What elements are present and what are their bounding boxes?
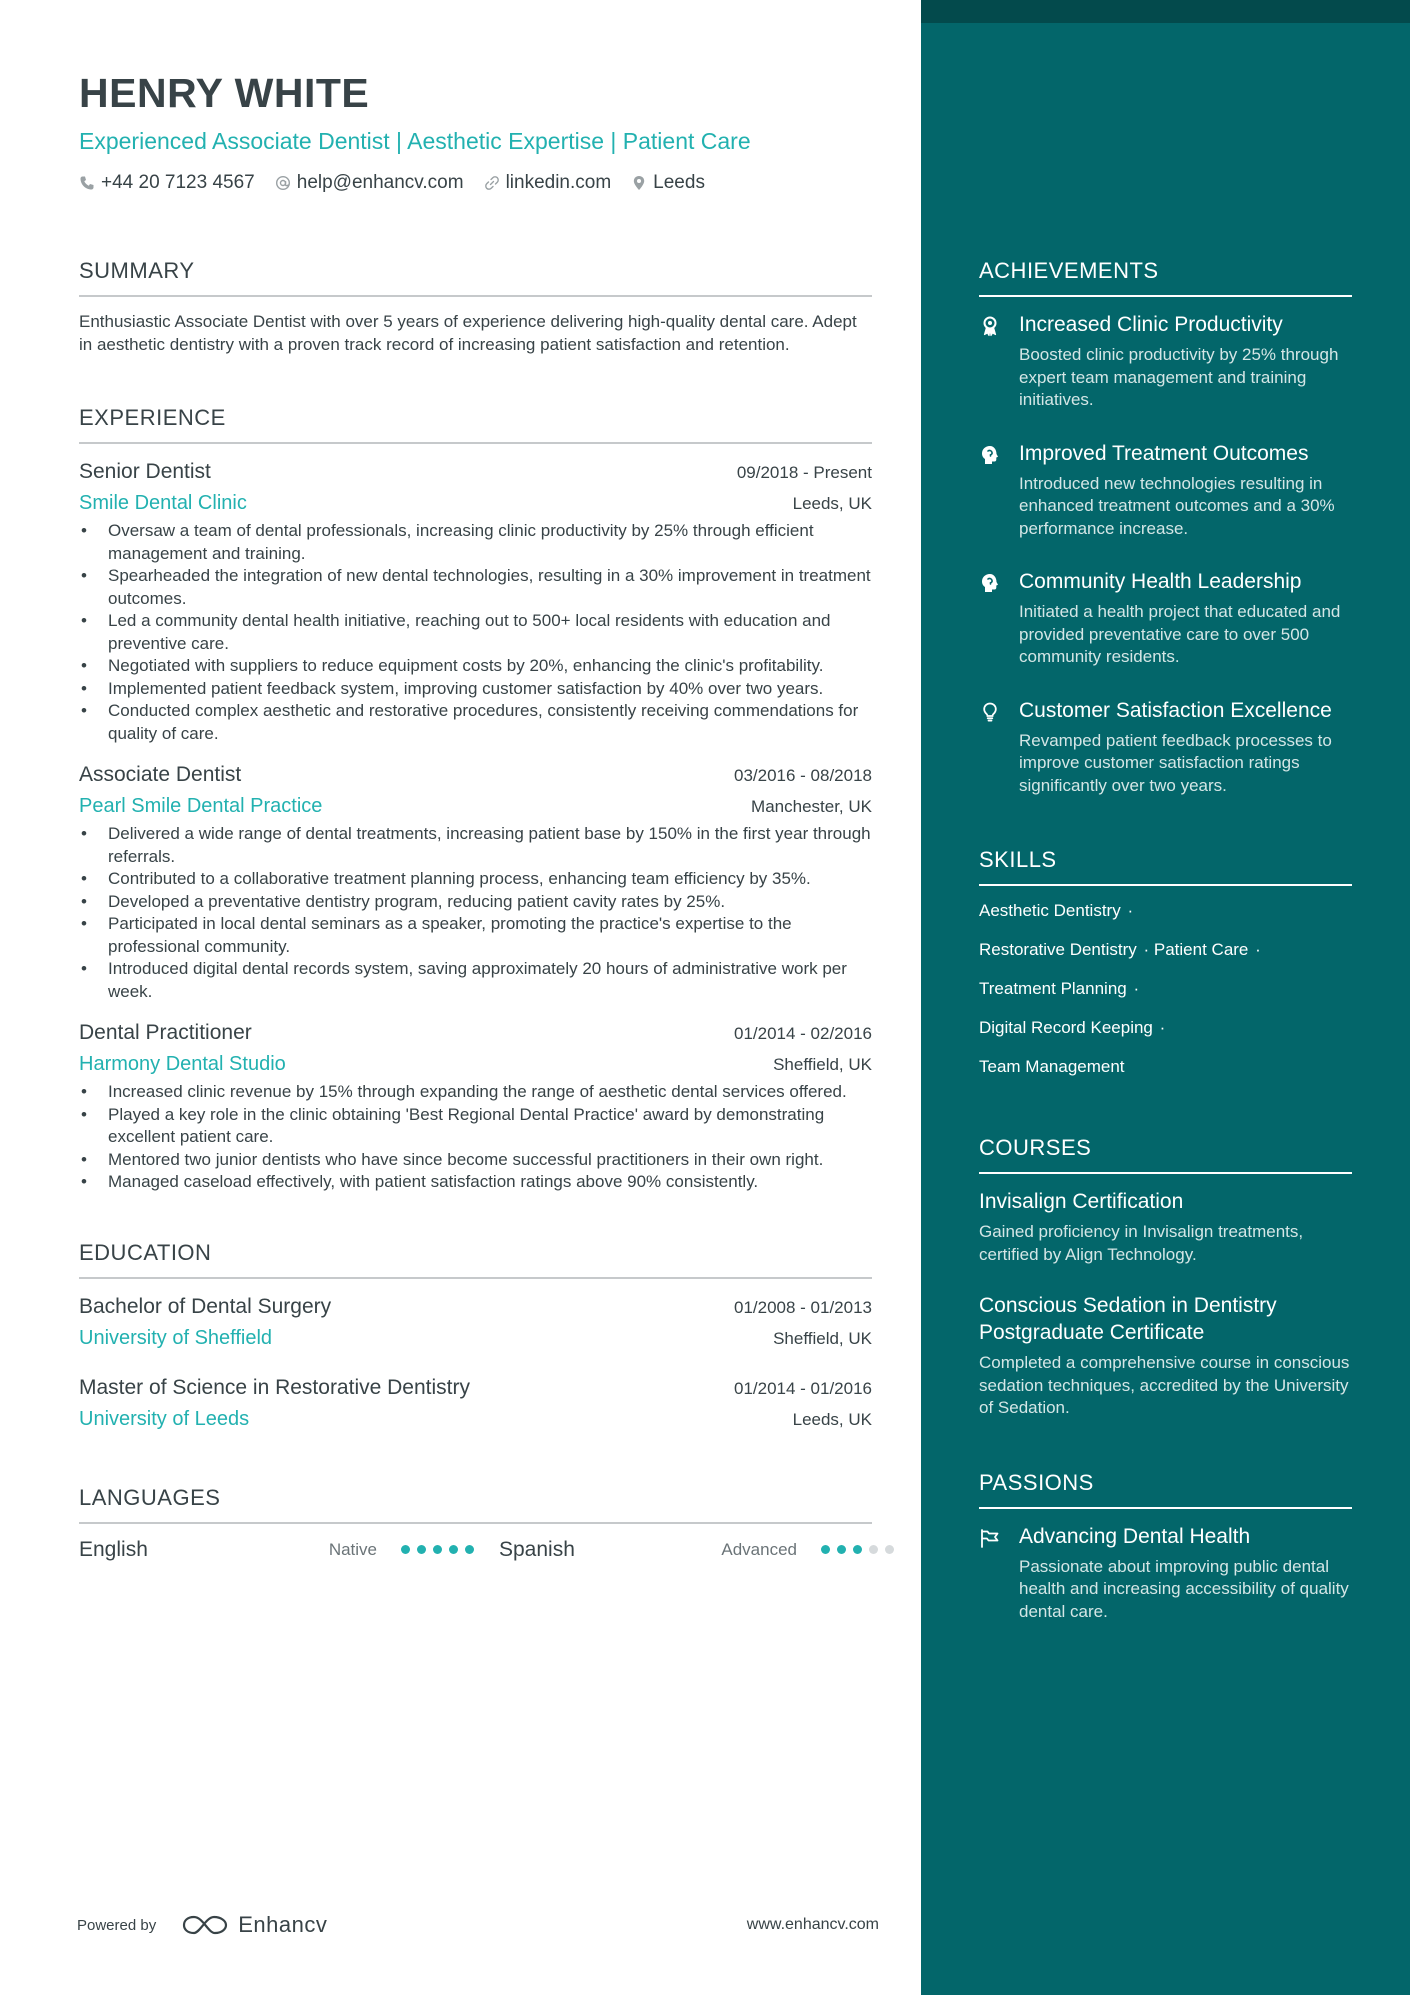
bullet-item: • Implemented patient feedback system, improving customer satisfaction by 40% over two years. bbox=[79, 678, 872, 701]
candidate-name: HENRY WHITE bbox=[79, 70, 370, 116]
contact-bar bbox=[79, 170, 872, 196]
achievement-title: Customer Satisfaction Excellence bbox=[1019, 698, 1332, 722]
summary-title: SUMMARY bbox=[79, 258, 872, 297]
courses-title: COURSES bbox=[979, 1135, 1352, 1174]
proficiency-dot-filled bbox=[821, 1545, 830, 1554]
job-bullets bbox=[79, 1081, 872, 1194]
at-icon bbox=[275, 175, 291, 191]
bullet-item: • Participated in local dental seminars as a speaker, promoting the practice's expertise to the professional community. bbox=[79, 913, 872, 958]
bullet-item: • Led a community dental health initiative, reaching out to 500+ local residents with education and preventive care. bbox=[79, 610, 872, 655]
proficiency-dot-filled bbox=[465, 1545, 474, 1554]
link-icon bbox=[484, 175, 500, 191]
email-text: help@enhancv.com bbox=[296, 172, 464, 193]
head-icon bbox=[979, 444, 1001, 466]
languages-section bbox=[79, 1485, 872, 1562]
location-text: Leeds bbox=[653, 172, 705, 193]
passions-section bbox=[979, 1470, 1352, 1624]
education-title: EDUCATION bbox=[79, 1240, 872, 1279]
bullet-item: • Conducted complex aesthetic and restorative procedures, consistently receiving commendations for quality of care. bbox=[79, 700, 872, 745]
skill-line: Treatment Planning · bbox=[979, 979, 1140, 998]
summary-text: Enthusiastic Associate Dentist with over 5 years of experience delivering high-quality dental care. Adept in aesthetic dentistry with a proven track record of increasing patient satisfaction and retention. bbox=[79, 312, 857, 354]
proficiency-dot-empty bbox=[869, 1545, 878, 1554]
job-title: Associate Dentist bbox=[79, 763, 242, 786]
headline: Experienced Associate Dentist | Aesthetic Expertise | Patient Care bbox=[79, 128, 751, 154]
languages-title: LANGUAGES bbox=[79, 1485, 872, 1524]
job-company: Smile Dental Clinic bbox=[79, 492, 247, 514]
passion-desc: Passionate about improving public dental health and increasing accessibility of quality dental care. bbox=[1019, 1556, 1349, 1621]
achievement-desc: Introduced new technologies resulting in enhanced treatment outcomes and a 30% performance increase. bbox=[1019, 473, 1335, 538]
passion-item bbox=[979, 1523, 1352, 1624]
achievement-title: Improved Treatment Outcomes bbox=[1019, 441, 1309, 465]
bullet-item: • Played a key role in the clinic obtaining 'Best Regional Dental Practice' award by demonstrating excellent patient care. bbox=[79, 1104, 872, 1149]
achievement-desc: Boosted clinic productivity by 25% through expert team management and training initiatives. bbox=[1019, 345, 1339, 409]
job-title: Senior Dentist bbox=[79, 460, 211, 483]
flag-icon bbox=[979, 1527, 1001, 1549]
job-company: Pearl Smile Dental Practice bbox=[79, 795, 323, 817]
bullet-item: • Spearheaded the integration of new dental technologies, resulting in a 30% improvement in treatment outcomes. bbox=[79, 565, 872, 610]
language-item bbox=[79, 1538, 474, 1562]
skills-list bbox=[979, 900, 1352, 1078]
contact-email[interactable] bbox=[275, 170, 464, 196]
bullet-item: • Delivered a wide range of dental treatments, increasing patient base by 150% in the first year through referrals. bbox=[79, 823, 872, 868]
phone-icon bbox=[79, 175, 95, 191]
course-title: Conscious Sedation in Dentistry Postgraduate Certificate bbox=[979, 1294, 1277, 1344]
achievement-item bbox=[979, 440, 1352, 541]
course-item bbox=[979, 1188, 1352, 1266]
location-pin-icon bbox=[631, 175, 647, 191]
course-item bbox=[979, 1292, 1352, 1420]
bullet-item: • Increased clinic revenue by 15% through expanding the range of aesthetic dental services offered. bbox=[79, 1081, 872, 1104]
achievement-item bbox=[979, 568, 1352, 669]
job-date: 03/2016 - 08/2018 bbox=[733, 766, 872, 785]
degree-title: Bachelor of Dental Surgery bbox=[79, 1294, 332, 1318]
job-entry bbox=[79, 761, 872, 1003]
skill-tag: Digital Record Keeping bbox=[979, 1018, 1153, 1037]
language-name: Spanish bbox=[499, 1537, 575, 1561]
school-name: University of Sheffield bbox=[79, 1326, 273, 1349]
proficiency-dot-empty bbox=[885, 1545, 894, 1554]
job-entry bbox=[79, 458, 872, 745]
head-icon bbox=[979, 572, 1001, 594]
skill-line: Aesthetic Dentistry · bbox=[979, 901, 1134, 920]
language-item bbox=[499, 1538, 894, 1562]
education-section bbox=[79, 1240, 872, 1433]
achievement-desc: Revamped patient feedback processes to improve customer satisfaction ratings significantly over two years. bbox=[1019, 730, 1332, 795]
powered-by-text: Powered by bbox=[77, 1916, 157, 1934]
contact-linkedin[interactable] bbox=[484, 170, 612, 196]
proficiency-dot-filled bbox=[837, 1545, 846, 1554]
education-entry bbox=[79, 1374, 872, 1433]
skill-tag: Aesthetic Dentistry bbox=[979, 901, 1121, 920]
proficiency-dot-filled bbox=[433, 1545, 442, 1554]
courses-section bbox=[979, 1135, 1352, 1420]
education-date: 01/2008 - 01/2013 bbox=[733, 1297, 872, 1317]
achievements-title: ACHIEVEMENTS bbox=[979, 258, 1352, 297]
proficiency-dot-filled bbox=[401, 1545, 410, 1554]
skills-section bbox=[979, 847, 1352, 1078]
skill-tag: Patient Care bbox=[1153, 940, 1249, 959]
skill-tag: Restorative Dentistry bbox=[979, 940, 1137, 959]
summary-section bbox=[79, 258, 872, 356]
bullet-item: • Introduced digital dental records system, saving approximately 20 hours of administrative work per week. bbox=[79, 958, 872, 1003]
achievement-item bbox=[979, 697, 1352, 798]
achievement-item bbox=[979, 311, 1352, 412]
proficiency-dot-filled bbox=[853, 1545, 862, 1554]
job-bullets bbox=[79, 823, 872, 1003]
skill-line bbox=[979, 1056, 1352, 1078]
bullet-item: • Managed caseload effectively, with patient satisfaction ratings above 90% consistently. bbox=[79, 1171, 872, 1194]
proficiency-dot-filled bbox=[449, 1545, 458, 1554]
job-entry bbox=[79, 1019, 872, 1194]
proficiency-dot-filled bbox=[417, 1545, 426, 1554]
skill-line: Digital Record Keeping · bbox=[979, 1018, 1166, 1037]
linkedin-text: linkedin.com bbox=[505, 172, 612, 193]
phone-text: +44 20 7123 4567 bbox=[101, 172, 255, 193]
bullet-item: • Oversaw a team of dental professionals, increasing clinic productivity by 25% through efficient management and training. bbox=[79, 520, 872, 565]
contact-phone[interactable] bbox=[79, 170, 255, 196]
award-icon bbox=[979, 315, 1001, 337]
degree-title: Master of Science in Restorative Dentistry bbox=[79, 1375, 470, 1399]
bullet-item: • Mentored two junior dentists who have since become successful practitioners in their own right. bbox=[79, 1149, 872, 1172]
bullet-item: • Contributed to a collaborative treatment planning process, enhancing team efficiency by 35%. bbox=[79, 868, 872, 891]
skill-tag: Team Management bbox=[979, 1057, 1125, 1076]
sidebar-top-bar bbox=[921, 0, 1410, 23]
course-desc: Completed a comprehensive course in conscious sedation techniques, accredited by the University of Sedation. bbox=[979, 1353, 1350, 1417]
language-level: Native bbox=[328, 1539, 377, 1559]
education-date: 01/2014 - 01/2016 bbox=[733, 1378, 872, 1398]
skill-tag: Treatment Planning bbox=[979, 979, 1127, 998]
passions-title: PASSIONS bbox=[979, 1470, 1352, 1509]
education-entry bbox=[79, 1293, 872, 1352]
language-name: English bbox=[79, 1537, 148, 1561]
proficiency-dots bbox=[401, 1545, 474, 1554]
enhancv-logo-icon bbox=[182, 1913, 228, 1937]
achievement-title: Increased Clinic Productivity bbox=[1019, 313, 1283, 336]
contact-location bbox=[631, 170, 705, 196]
proficiency-dots bbox=[821, 1545, 894, 1554]
school-name: University of Leeds bbox=[79, 1407, 250, 1430]
job-date: 09/2018 - Present bbox=[736, 463, 872, 482]
experience-title: EXPERIENCE bbox=[79, 405, 872, 444]
bullet-item: • Developed a preventative dentistry program, reducing patient cavity rates by 25%. bbox=[79, 891, 872, 914]
job-company: Harmony Dental Studio bbox=[79, 1053, 286, 1075]
job-location: Sheffield, UK bbox=[773, 1055, 872, 1074]
achievement-desc: Initiated a health project that educated and provided preventative care to over 500 community residents. bbox=[1019, 602, 1341, 666]
language-level: Advanced bbox=[721, 1539, 797, 1559]
school-location: Sheffield, UK bbox=[773, 1328, 872, 1348]
experience-section bbox=[79, 405, 872, 1194]
brand-logo[interactable] bbox=[182, 1912, 327, 1938]
course-title: Invisalign Certification bbox=[979, 1190, 1184, 1213]
brand-name: Enhancv bbox=[238, 1912, 328, 1937]
lightbulb-icon bbox=[979, 701, 1001, 723]
passion-title: Advancing Dental Health bbox=[1019, 1524, 1251, 1548]
job-title: Dental Practitioner bbox=[79, 1021, 252, 1044]
footer-site-link[interactable]: www.enhancv.com bbox=[746, 1916, 879, 1933]
skill-line: Restorative Dentistry · Patient Care · bbox=[979, 940, 1261, 959]
job-bullets bbox=[79, 520, 872, 745]
footer bbox=[77, 1912, 879, 1938]
job-location: Leeds, UK bbox=[792, 494, 872, 513]
job-date: 01/2014 - 02/2016 bbox=[733, 1024, 872, 1043]
achievement-title: Community Health Leadership bbox=[1019, 570, 1302, 593]
achievements-section bbox=[979, 258, 1352, 797]
skills-title: SKILLS bbox=[979, 847, 1352, 886]
school-location: Leeds, UK bbox=[792, 1409, 872, 1429]
sidebar bbox=[921, 0, 1410, 1995]
job-location: Manchester, UK bbox=[751, 797, 872, 816]
course-desc: Gained proficiency in Invisalign treatments, certified by Align Technology. bbox=[979, 1222, 1304, 1264]
bullet-item: • Negotiated with suppliers to reduce equipment costs by 20%, enhancing the clinic's profitability. bbox=[79, 655, 872, 678]
